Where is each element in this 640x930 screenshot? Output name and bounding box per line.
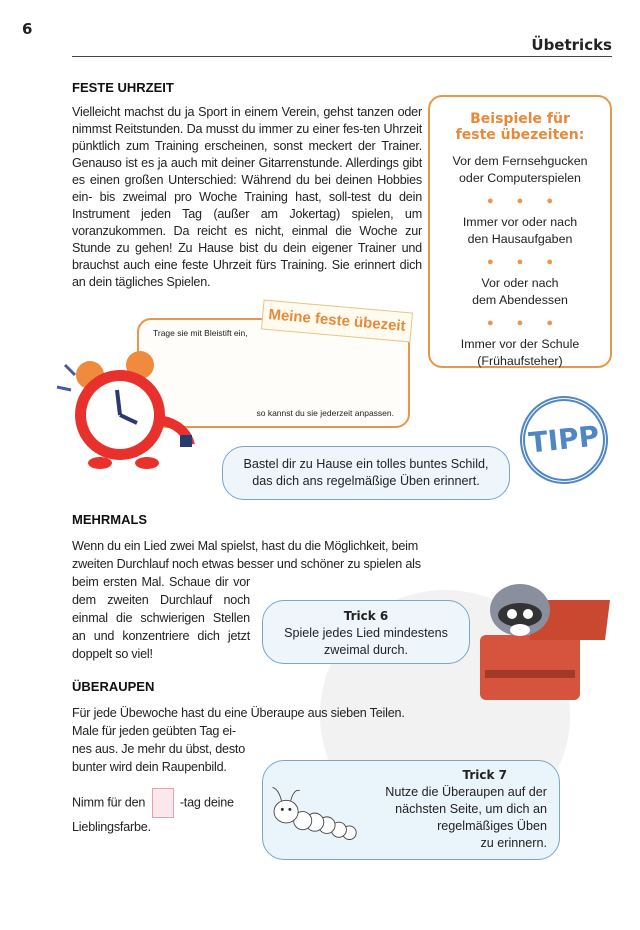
chapter-title: Übetricks [531, 36, 612, 54]
separator-dots: ● ● ● [486, 256, 564, 268]
paragraph-feste-uhrzeit: Vielleicht machst du ja Sport in einem Verein, gehst tanzen oder nimmst Reitstunden. Da musst du immer zu einer fes-ten Uhrzeit pünktlich zum Training erscheinen, sonst meckert der Trainer. Genauso ist es ja auch mit deiner Gitarrenstunde. Allerdings gibt es einen großen Unterschied: Während du bei deinen Hobbies ein- bis zweimal pro Woche Training hast, soll-test du dein Instrument jeden Tag (außer am Jokertag) spielen, um voranzukommen. Da reicht es nicht, einmal die Woche zur Stunde zu gehen! Zu Hause bist du dein eigener Trainer und brauchst auch eine feste Uhrzeit fürs Training. Sie erinnert dich an dein tägliches Spielen. [72, 105, 422, 289]
paragraph-mehrmals-narrow: beim ersten Mal. Schaue dir vor dem zweiten Durchlauf noch einmal die schwierigen Stellen an und konzentriere dich jetzt doppelt so viel! [72, 575, 250, 661]
card-hint-top: Trage sie mit Bleistift ein, [153, 328, 248, 338]
examples-title-2: feste übezeiten: [455, 127, 585, 143]
page-number: 6 [22, 20, 33, 38]
tipp-stamp: TIPP [516, 392, 613, 489]
section-title-mehrmals: MEHRMALS [72, 512, 148, 527]
example-item: Vor dem Fernsehgucken oder Computerspielen [452, 154, 588, 185]
joker-card-icon [152, 788, 174, 818]
caterpillar-icon [268, 782, 366, 848]
card-hint-bottom: so kannst du sie jederzeit anpassen. [256, 408, 394, 418]
example-item: Vor oder nach dem Abendessen [472, 276, 568, 307]
paragraph-ueberaupen-line1: Für jede Übewoche hast du eine Überaupe aus sieben Teilen. [72, 706, 405, 720]
section-title-feste-uhrzeit: FESTE UHRZEIT [72, 80, 174, 95]
alarm-clock-icon [55, 345, 205, 470]
example-item: Immer vor oder nach den Hausaufgaben [462, 215, 578, 246]
trick6-bubble: Trick 6 Spiele jedes Lied mindestens zweimal durch. [262, 600, 470, 664]
examples-title-1: Beispiele für [470, 111, 570, 127]
trick7-bubble: Trick 7 Nutze die Überaupen auf der nächsten Seite, um dich an regelmäßiges Üben zu erinnern. [262, 760, 560, 860]
card-label: Meine feste übezeit [261, 300, 413, 343]
separator-dots: ● ● ● [486, 317, 564, 329]
separator-dots: ● ● ● [486, 195, 564, 207]
header-divider [72, 56, 612, 57]
tipp-bubble: Bastel dir zu Hause ein tolles buntes Schild, das dich ans regelmäßige Üben erinnert. [222, 446, 510, 500]
joker-note: Nimm für den -tag deine Lieblingsfarbe. [72, 788, 257, 836]
paragraph-mehrmals-full: Wenn du ein Lied zwei Mal spielst, hast du die Möglichkeit, beim zweiten Durchlauf noch etwas besser und schöner zu spielen als [72, 539, 421, 571]
examples-box [428, 95, 612, 368]
raccoon-treasure-chest-icon [470, 570, 615, 710]
example-item: Immer vor der Schule (Frühaufsteher) [460, 337, 580, 368]
paragraph-ueberaupen-narrow: Male für jeden geübten Tag ei-nes aus. Je mehr du übst, desto bunter wird dein Raupenbild. [72, 724, 246, 774]
section-title-ueberaupen: ÜBERAUPEN [72, 679, 155, 694]
